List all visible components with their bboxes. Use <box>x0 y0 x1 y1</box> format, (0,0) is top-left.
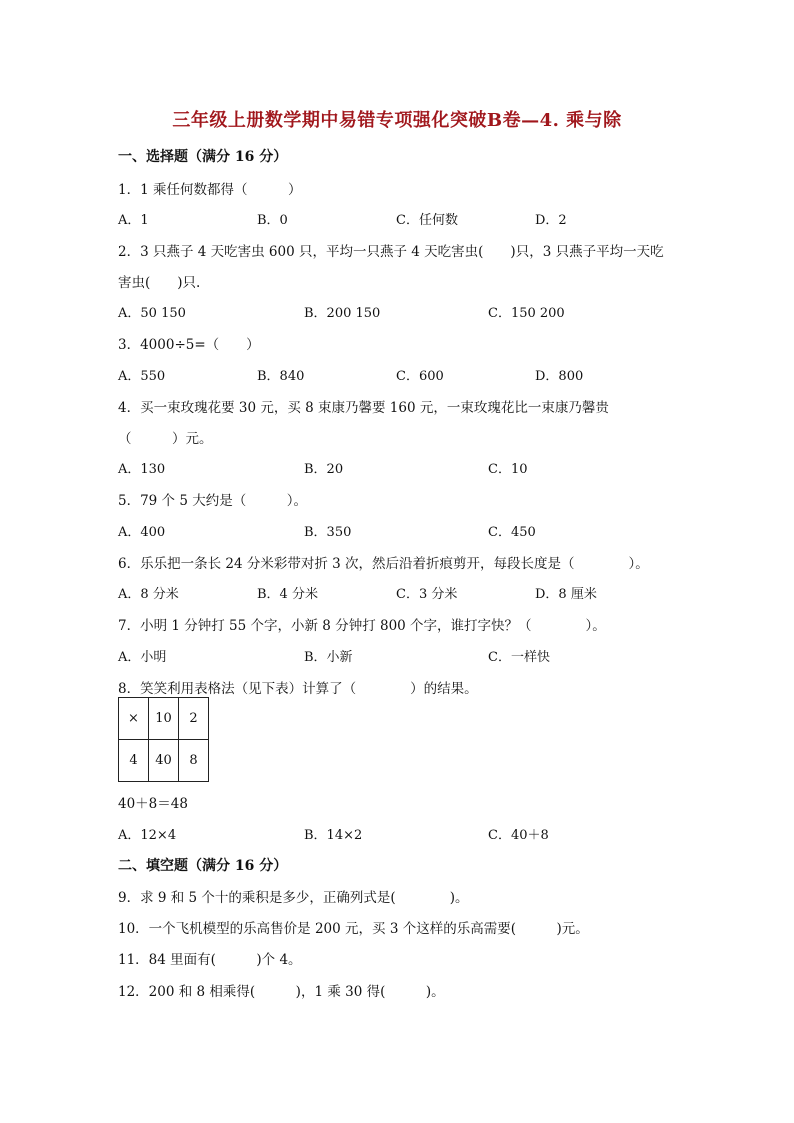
q1-option-c: C．任何数 <box>396 213 458 228</box>
question-6: 6．乐乐把一条长 24 分米彩带对折 3 次，然后沿着折痕剪开，每段长度是（ ）。 <box>118 556 649 572</box>
q3-option-d: D．800 <box>535 369 584 384</box>
q1-option-a: A．1 <box>118 213 149 228</box>
q3-option-c: C．600 <box>396 369 444 384</box>
q5-option-c: C．450 <box>488 525 536 540</box>
q6-option-a: A．8 分米 <box>118 587 179 602</box>
q1-option-b: B．0 <box>257 213 288 228</box>
q4-option-c: C．10 <box>488 462 528 477</box>
q2-option-b: B．200 150 <box>304 306 381 321</box>
page-title: 三年级上册数学期中易错专项强化突破B卷—4. 乘与除 <box>172 110 622 131</box>
question-2-line-2: 害虫( )只. <box>118 275 201 291</box>
q6-option-b: B．4 分米 <box>257 587 318 602</box>
question-11: 11．84 里面有( )个 4。 <box>118 952 302 968</box>
question-5: 5．79 个 5 大约是（ ）。 <box>118 493 307 509</box>
q2-option-c: C．150 200 <box>488 306 565 321</box>
table-cell: × <box>119 698 149 740</box>
q4-option-b: B．20 <box>304 462 344 477</box>
table-cell: 2 <box>179 698 209 740</box>
question-4-line-2: （ ）元。 <box>118 431 213 447</box>
q8-option-c: C．40＋8 <box>488 828 549 843</box>
table-row <box>119 698 209 740</box>
table-cell: 4 <box>119 740 149 782</box>
q3-option-a: A．550 <box>118 369 166 384</box>
q7-option-c: C．一样快 <box>488 650 550 665</box>
q8-option-a: A．12×4 <box>118 828 177 843</box>
q6-option-c: C．3 分米 <box>396 587 458 602</box>
q7-option-a: A．小明 <box>118 650 167 665</box>
q6-option-d: D．8 厘米 <box>535 587 597 602</box>
q8-option-b: B．14×2 <box>304 828 363 843</box>
question-10: 10．一个飞机模型的乐高售价是 200 元，买 3 个这样的乐高需要( )元。 <box>118 921 589 937</box>
q2-option-a: A．50 150 <box>118 306 186 321</box>
table-cell: 10 <box>149 698 179 740</box>
q3-option-b: B．840 <box>257 369 305 384</box>
question-9: 9．求 9 和 5 个十的乘积是多少，正确列式是( )。 <box>118 890 469 906</box>
table-row <box>119 740 209 782</box>
question-1: 1．1 乘任何数都得（ ） <box>118 182 302 198</box>
q8-formula: 40＋8＝48 <box>118 796 188 812</box>
question-4-line-1: 4．买一束玫瑰花要 30 元，买 8 束康乃馨要 160 元，一束玫瑰花比一束康乃馨贵 <box>118 400 609 416</box>
question-3: 3．4000÷5=（ ） <box>118 337 260 353</box>
multiplication-grid-table <box>118 697 209 782</box>
question-12: 12．200 和 8 相乘得( )，1 乘 30 得( )。 <box>118 984 445 1000</box>
section-heading-choice: 一、选择题（满分 16 分） <box>118 149 288 165</box>
q4-option-a: A．130 <box>118 462 166 477</box>
q5-option-b: B．350 <box>304 525 352 540</box>
section-heading-fill-in: 二、填空题（满分 16 分） <box>118 858 288 874</box>
table-cell: 8 <box>179 740 209 782</box>
question-8: 8．笑笑利用表格法（见下表）计算了（ ）的结果。 <box>118 681 478 697</box>
table-cell: 40 <box>149 740 179 782</box>
q5-option-a: A．400 <box>118 525 166 540</box>
question-7: 7．小明 1 分钟打 55 个字，小新 8 分钟打 800 个字，谁打字快？（ ）。 <box>118 618 606 634</box>
q7-option-b: B．小新 <box>304 650 353 665</box>
question-2-line-1: 2．3 只燕子 4 天吃害虫 600 只，平均一只燕子 4 天吃害虫( )只，3 只燕子平均一天吃 <box>118 244 664 260</box>
q1-option-d: D．2 <box>535 213 567 228</box>
